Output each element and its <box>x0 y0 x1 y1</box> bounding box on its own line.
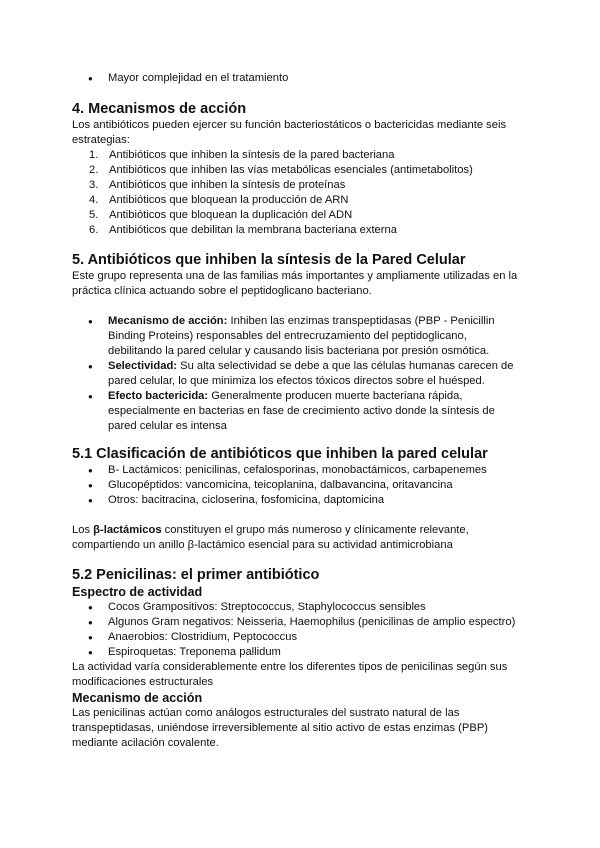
section-5-heading: 5. Antibióticos que inhiben la síntesis de la Pared Celular <box>72 252 466 268</box>
section-5-1-heading: 5.1 Clasificación de antibióticos que inhiben la pared celular <box>72 446 488 462</box>
list-text: Antibióticos que inhiben la síntesis de proteínas <box>109 179 346 191</box>
list-text: Antibióticos que inhiben la síntesis de la pared bacteriana <box>109 149 395 161</box>
list-number: 2. <box>89 164 99 176</box>
list-item: ● Mayor complejidad en el tratamiento <box>72 71 524 86</box>
carryover-bullet-list <box>72 71 524 86</box>
list-item <box>72 389 524 434</box>
bullet-text: Generalmente producen muerte bacteriana rápida, especialmente en bacterias en fase de crecimiento activo donde la síntesis de pared celular es intensa <box>108 390 495 432</box>
list-item: ● Algunos Gram negativos: Neisseria, Haemophilus (penicilinas de amplio espectro) <box>72 615 524 630</box>
list-item <box>72 193 524 208</box>
section-4-intro: Los antibióticos pueden ejercer su función bacteriostáticos o bactericidas mediante seis estrategias: <box>72 119 507 146</box>
bullet-text: Su alta selectividad se debe a que las células humanas carecen de pared celular, lo que minimiza los efectos tóxicos directos sobre el huésped. <box>108 360 514 387</box>
section-5-1-bullet-list <box>72 463 524 508</box>
note-text-end: constituyen el grupo más numeroso y clínicamente relevante, compartiendo un anillo β-lactámico esencial para su actividad antimicrobiana <box>72 524 469 551</box>
bullet-text: Inhiben las enzimas transpeptidasas (PBP - Penicillin Binding Proteins) responsables del entrecruzamiento del peptidoglicano, debilitando la pared celular y causando lisis bacteriana por presión osmótica. <box>108 315 495 357</box>
list-item <box>72 359 524 389</box>
spectrum-note: La actividad varía considerablemente entre los diferentes tipos de penicilinas según sus modificaciones estructurales <box>72 661 508 688</box>
list-item <box>72 223 524 238</box>
list-number: 5. <box>89 209 99 221</box>
list-item: ● Β- Lactámicos: penicilinas, cefalosporinas, monobactámicos, carbapenemes <box>72 463 524 478</box>
mechanism-text: Las penicilinas actúan como análogos estructurales del sustrato natural de las transpeptidasas, uniéndose irreversiblemente al sitio activo de estas enzimas (PBP) mediante acilación covalente. <box>72 707 489 749</box>
spectrum-subheading: Espectro de actividad <box>72 585 203 599</box>
list-text: Antibióticos que inhiben las vías metabólicas esenciales (antimetabolitos) <box>109 164 473 176</box>
list-number: 4. <box>89 194 99 206</box>
section-4-numbered-list <box>72 148 524 238</box>
document-content <box>72 71 524 751</box>
note-text-start: Los <box>72 524 94 536</box>
list-item <box>72 148 524 163</box>
bullet-label: Mecanismo de acción: <box>108 315 228 327</box>
section-4-heading: 4. Mecanismos de acción <box>72 101 247 117</box>
list-item <box>72 163 524 178</box>
list-item: ● Cocos Grampositivos: Streptococcus, Staphylococcus sensibles <box>72 600 524 615</box>
mechanism-subheading: Mecanismo de acción <box>72 691 203 705</box>
list-item: ● Espiroquetas: Treponema pallidum <box>72 645 524 660</box>
section-5-intro: Este grupo representa una de las familias más importantes y ampliamente utilizadas en la práctica clínica actuando sobre el peptidoglicano bacteriano. <box>72 270 518 297</box>
section-5-2-heading: 5.2 Penicilinas: el primer antibiótico <box>72 567 320 583</box>
section-5-bullet-list <box>72 314 524 434</box>
list-number: 3. <box>89 179 99 191</box>
list-number: 6. <box>89 224 99 236</box>
list-text: Antibióticos que debilitan la membrana bacteriana externa <box>109 224 397 236</box>
list-item: ● Otros: bacitracina, cicloserina, fosfomicina, daptomicina <box>72 493 524 508</box>
beta-lactam-note <box>72 523 524 553</box>
list-item: ● Glucopéptidos: vancomicina, teicoplanina, dalbavancina, oritavancina <box>72 478 524 493</box>
list-item <box>72 208 524 223</box>
list-text: Antibióticos que bloquean la duplicación del ADN <box>109 209 353 221</box>
list-item: ● Anaerobios: Clostridium, Peptococcus <box>72 630 524 645</box>
bullet-label: Selectividad: <box>108 360 178 372</box>
list-item <box>72 178 524 193</box>
list-item <box>72 314 524 359</box>
bullet-label: Efecto bactericida: <box>108 390 209 402</box>
note-bold-term: β-lactámicos <box>93 524 162 536</box>
list-text: Antibióticos que bloquean la producción de ARN <box>109 194 349 206</box>
spectrum-bullet-list <box>72 600 524 660</box>
list-number: 1. <box>89 149 99 161</box>
